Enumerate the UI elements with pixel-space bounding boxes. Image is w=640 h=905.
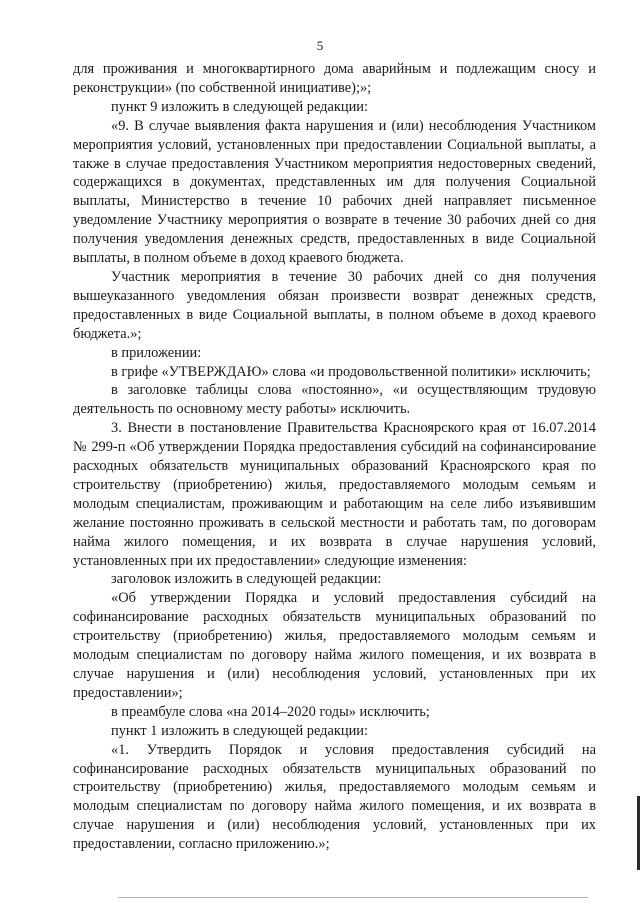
paragraph: «1. Утвердить Порядок и условия предоставления субсидий на софинансирование расходных обязательств муниципальных образований по строительству (приобретению) жилья, предоставляемого молодым семьям и молодым специалистам по договору найма жилого помещения, и их возврата в случае нарушения и (или) несоблюдения условий, установленных при их предоставлении, согласно приложению.»; (73, 741, 596, 853)
paragraph: заголовок изложить в следующей редакции: (111, 571, 382, 588)
paragraph: Участник мероприятия в течение 30 рабочих дней со дня получения вышеуказанного уведомления обязан произвести возврат денежных средств, предоставленных в виде Социальной выплаты, в полном объеме в доход краевого бюджета.»; (73, 268, 596, 342)
paragraph: пункт 9 изложить в следующей редакции: (111, 98, 368, 115)
paragraph: пункт 1 изложить в следующей редакции: (111, 722, 368, 739)
paragraph: для проживания и многоквартирного дома аварийным и подлежащим сносу и реконструкции» (по собственной инициативе);»; (73, 61, 596, 96)
paragraph: в приложении: (111, 344, 202, 361)
document-body (73, 60, 596, 854)
scan-bottom-line (118, 897, 588, 898)
paragraph: «9. В случае выявления факта нарушения и (или) несоблюдения Участником мероприятия условий, установленных при предоставлении Социальной выплаты, а также в случае предоставления Участником мероприятия недостоверных сведений, содержащихся в документах, представленных им для получения Социальной выплаты, Министерство в течение 10 рабочих дней направляет письменное уведомление Участнику мероприятия о возврате в течение 30 рабочих дней со дня получения уведомления денежных средств, предоставленных в виде Социальной выплаты, в полном объеме в доход краевого бюджета. (73, 117, 596, 267)
paragraph: «Об утверждении Порядка и условий предоставления субсидий на софинансирование расходных обязательств муниципальных образований по строительству (приобретению) жилья, предоставляемого молодым семьям и молодым специалистам по договору найма жилого помещения, и их возврата в случае нарушения и (или) несоблюдения условий, установленных при их предоставлении»; (73, 590, 596, 701)
paragraph: в грифе «УТВЕРЖДАЮ» слова «и продовольственной политики» исключить; (111, 363, 591, 380)
paragraph: в преамбуле слова «на 2014–2020 годы» исключить; (111, 703, 430, 720)
paragraph: 3. Внести в постановление Правительства Красноярского края от 16.07.2014 № 299-п «Об утверждении Порядка предоставления субсидий на софинансирование расходных обязательств муниципальных образований Красноярского края по строительству (приобретению) жилья, предоставляемого молодым семьям и молодым специалистам, проживающим и работающим на селе либо изъявившим желание постоянно проживать в сельской местности и работать там, по договорам найма жилого помещения, и их возврата в случае нарушения условий, установленных при их предоставлении» следующие изменения: (73, 420, 596, 569)
page-number: 5 (316, 38, 324, 53)
paragraph: в заголовке таблицы слова «постоянно», «и осуществляющим трудовую деятельность по основному месту работы» исключить. (73, 382, 596, 418)
